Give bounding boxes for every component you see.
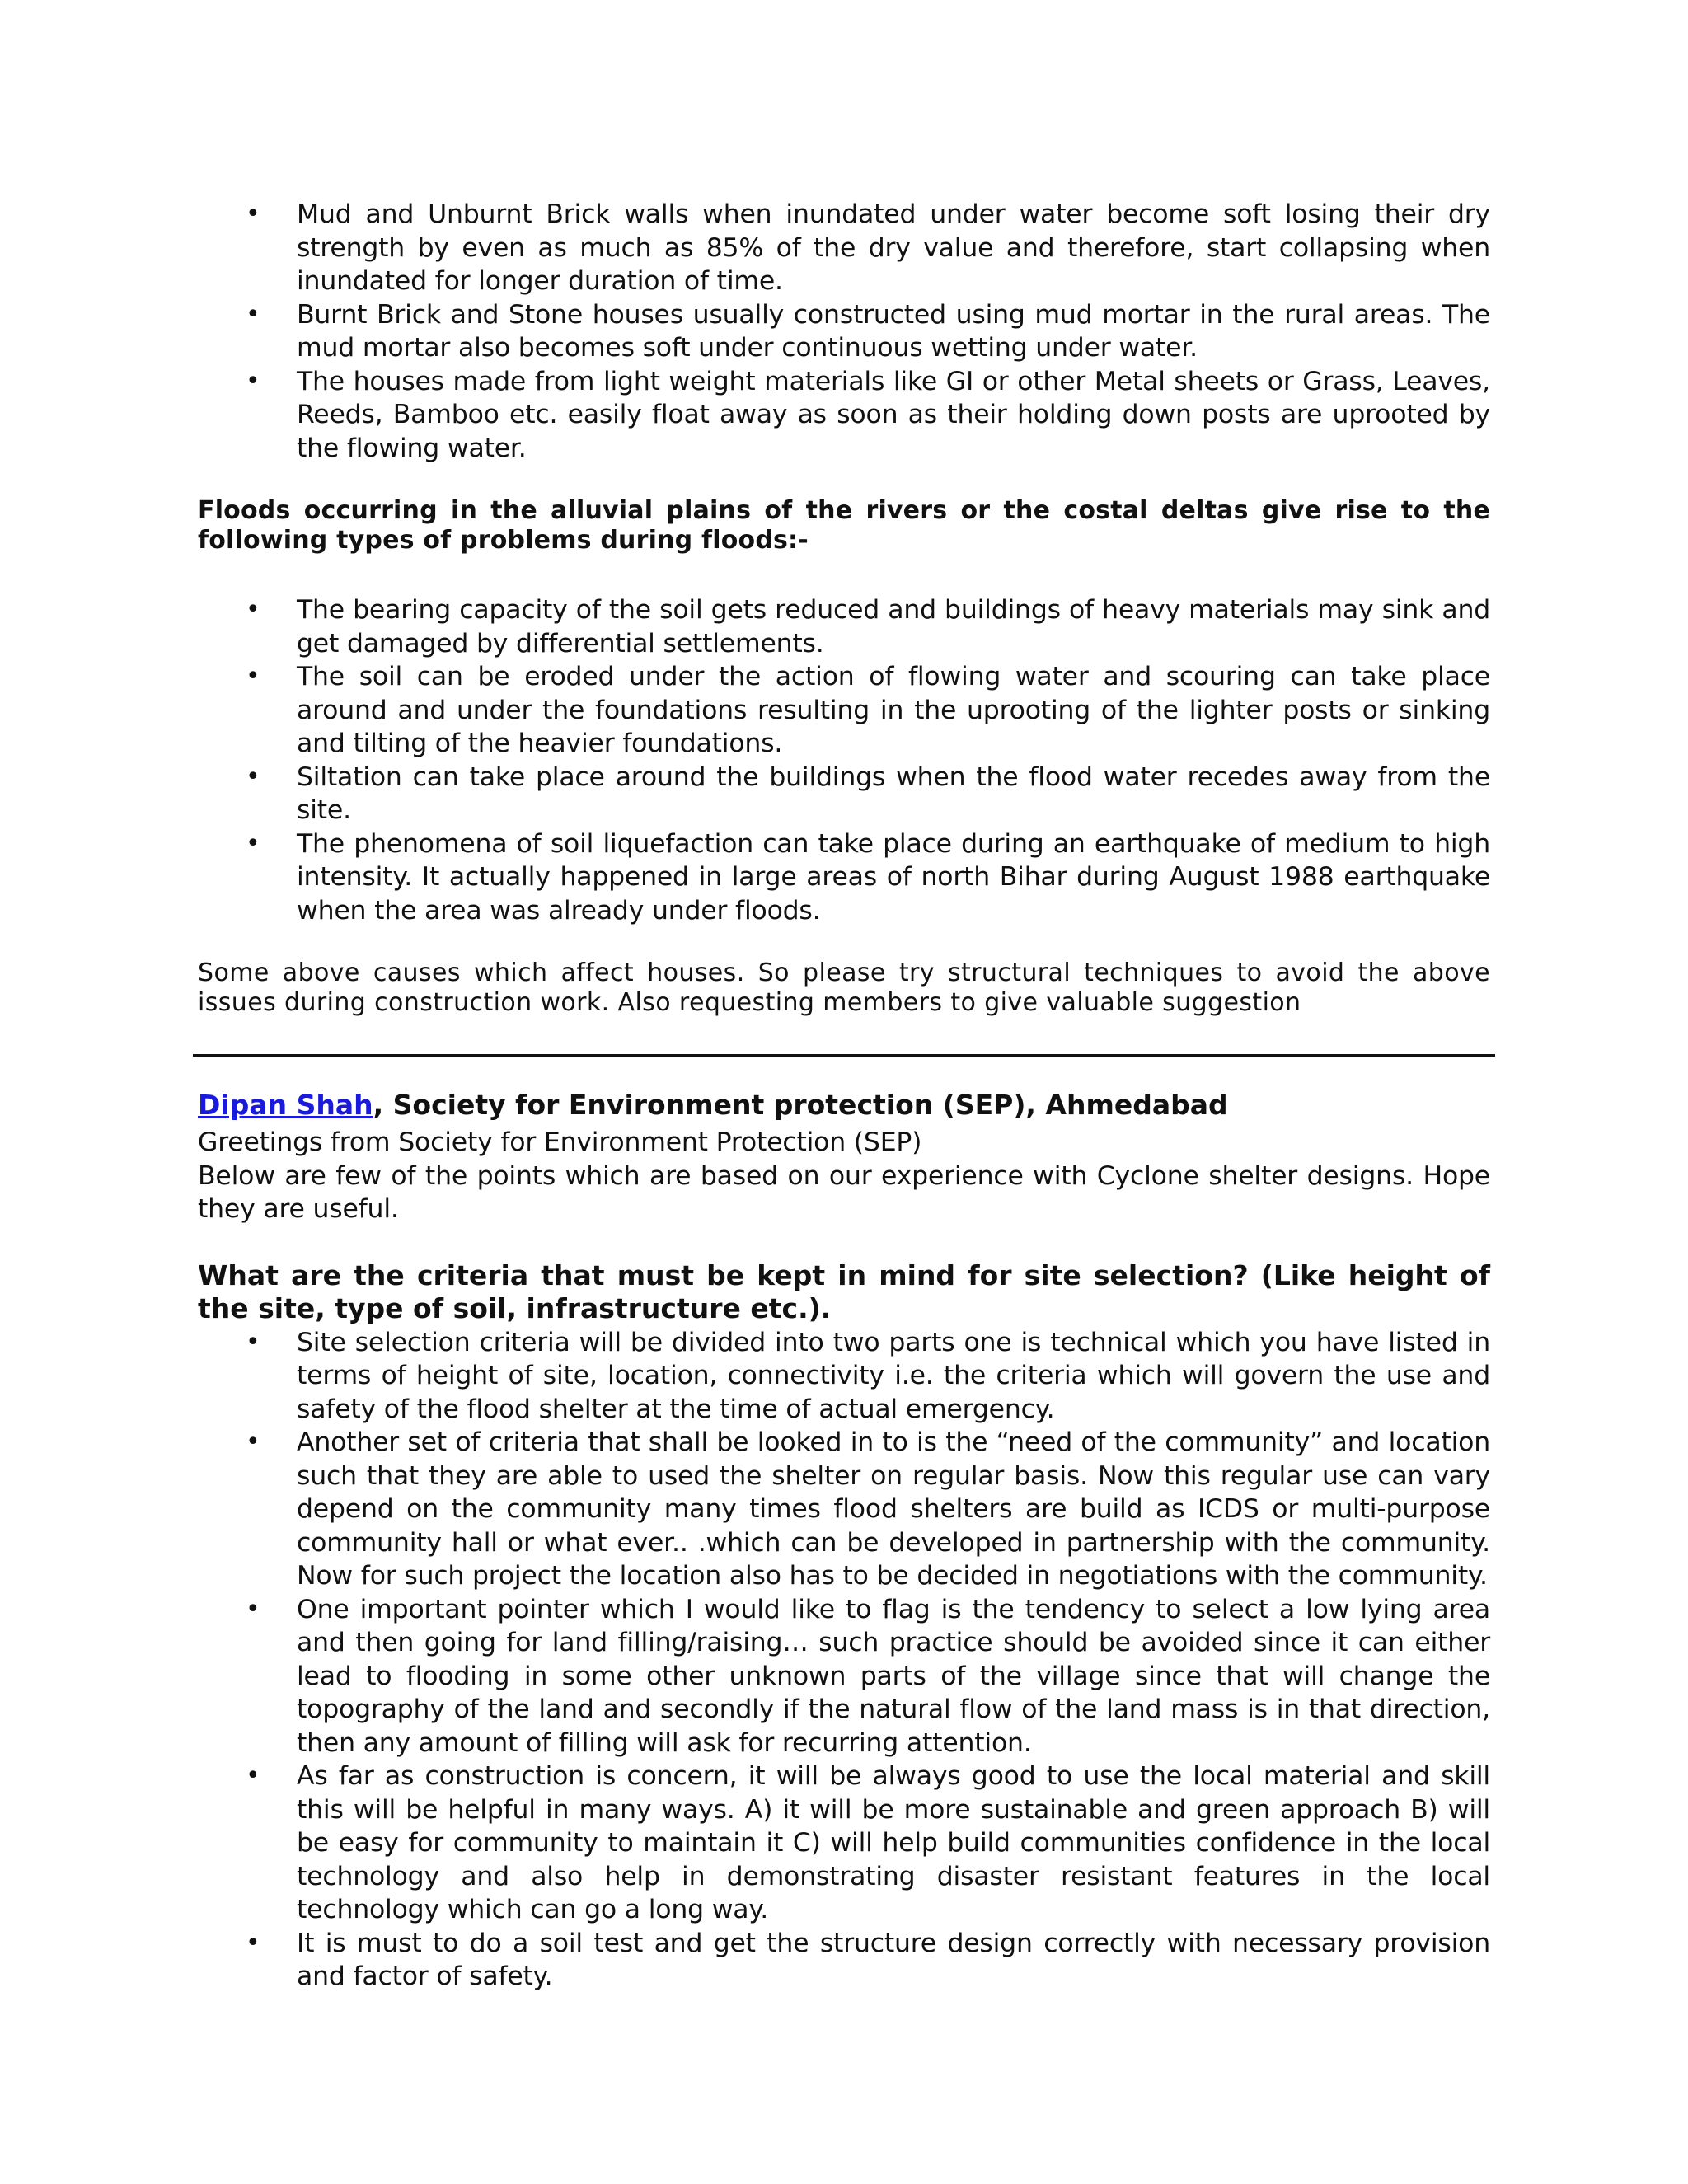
list-item: • The soil can be eroded under the action of flowing water and scouring can take place around and under the foundations resulting in the uprooting of the lighter posts or sinking and tilting of the heavier foundations.	[297, 660, 1490, 761]
greeting-text: Greetings from Society for Environment Protection (SEP)	[198, 1127, 922, 1157]
list-item: • One important pointer which I would like to flag is the tendency to select a low lying area and then going for land filling/raising… such practice should be avoided since it can either lead to flooding in some other unknown parts of the village since that will change the topography of the land and secondly if the natural flow of the land mass is in that direction, then any amount of filling will ask for recurring attention.	[297, 1593, 1490, 1760]
list-item: • Siltation can take place around the buildings when the flood water recedes away from the site.	[297, 761, 1490, 827]
list-item: • It is must to do a soil test and get the structure design correctly with necessary provision and factor of safety.	[297, 1927, 1490, 1994]
site-selection-list	[198, 1326, 1490, 1994]
list-item: • As far as construction is concern, it will be always good to use the local material and skill this will be helpful in many ways. A) it will be more sustainable and green approach B) will be easy for community to maintain it C) will help build communities confidence in the local technology and also help in demonstrating disaster resistant features in the local technology which can go a long way.	[297, 1760, 1490, 1927]
list-item: • Burnt Brick and Stone houses usually constructed using mud mortar in the rural areas. The mud mortar also becomes soft under continuous wetting under water.	[297, 298, 1490, 365]
list-item: • Site selection criteria will be divided into two parts one is technical which you have listed in terms of height of site, location, connectivity i.e. the criteria which will govern the use and safety of the flood shelter at the time of actual emergency.	[297, 1326, 1490, 1427]
list-item: • The bearing capacity of the soil gets reduced and buildings of heavy materials may sink and get damaged by differential settlements.	[297, 593, 1490, 660]
list-item: • Another set of criteria that shall be looked in to is the “need of the community” and location such that they are able to used the shelter on regular basis. Now this regular use can vary depend on the community many times flood shelters are build as ICDS or multi-purpose community hall or what ever.. .which can be developed in partnership with the community. Now for such project the location also has to be decided in negotiations with the community.	[297, 1426, 1490, 1593]
list-item: • Mud and Unburnt Brick walls when inundated under water become soft losing their dry strength by even as much as 85% of the dry value and therefore, start collapsing when inundated for longer duration of time.	[297, 198, 1490, 298]
floods-problems-heading: Floods occurring in the alluvial plains of the rivers or the costal deltas give rise to the following types of problems during floods:-	[198, 496, 1490, 555]
response-author-line	[198, 1088, 1490, 1122]
intro-text: Below are few of the points which are based on our experience with Cyclone shelter designs. Hope they are useful.	[198, 1160, 1490, 1224]
list-item: • The houses made from light weight materials like GI or other Metal sheets or Grass, Leaves, Reeds, Bamboo etc. easily float away as soon as their holding down posts are uprooted by the flowing water.	[297, 365, 1490, 466]
list-item: • The phenomena of soil liquefaction can take place during an earthquake of medium to high intensity. It actually happened in large areas of north Bihar during August 1988 earthquake when the area was already under floods.	[297, 827, 1490, 928]
building-failure-list	[198, 198, 1490, 465]
site-selection-question: What are the criteria that must be kept in mind for site selection? (Like height of the site, type of soil, infrastructure etc.).	[198, 1258, 1490, 1324]
author-organization: , Society for Environment protection (SEP), Ahmedabad	[373, 1089, 1228, 1121]
flood-problems-list	[198, 593, 1490, 927]
closing-paragraph: Some above causes which affect houses. So please try structural techniques to avoid the above issues during construction work. Also requesting members to give valuable suggestion	[198, 958, 1490, 1017]
author-name-link[interactable]: Dipan Shah	[198, 1089, 373, 1121]
